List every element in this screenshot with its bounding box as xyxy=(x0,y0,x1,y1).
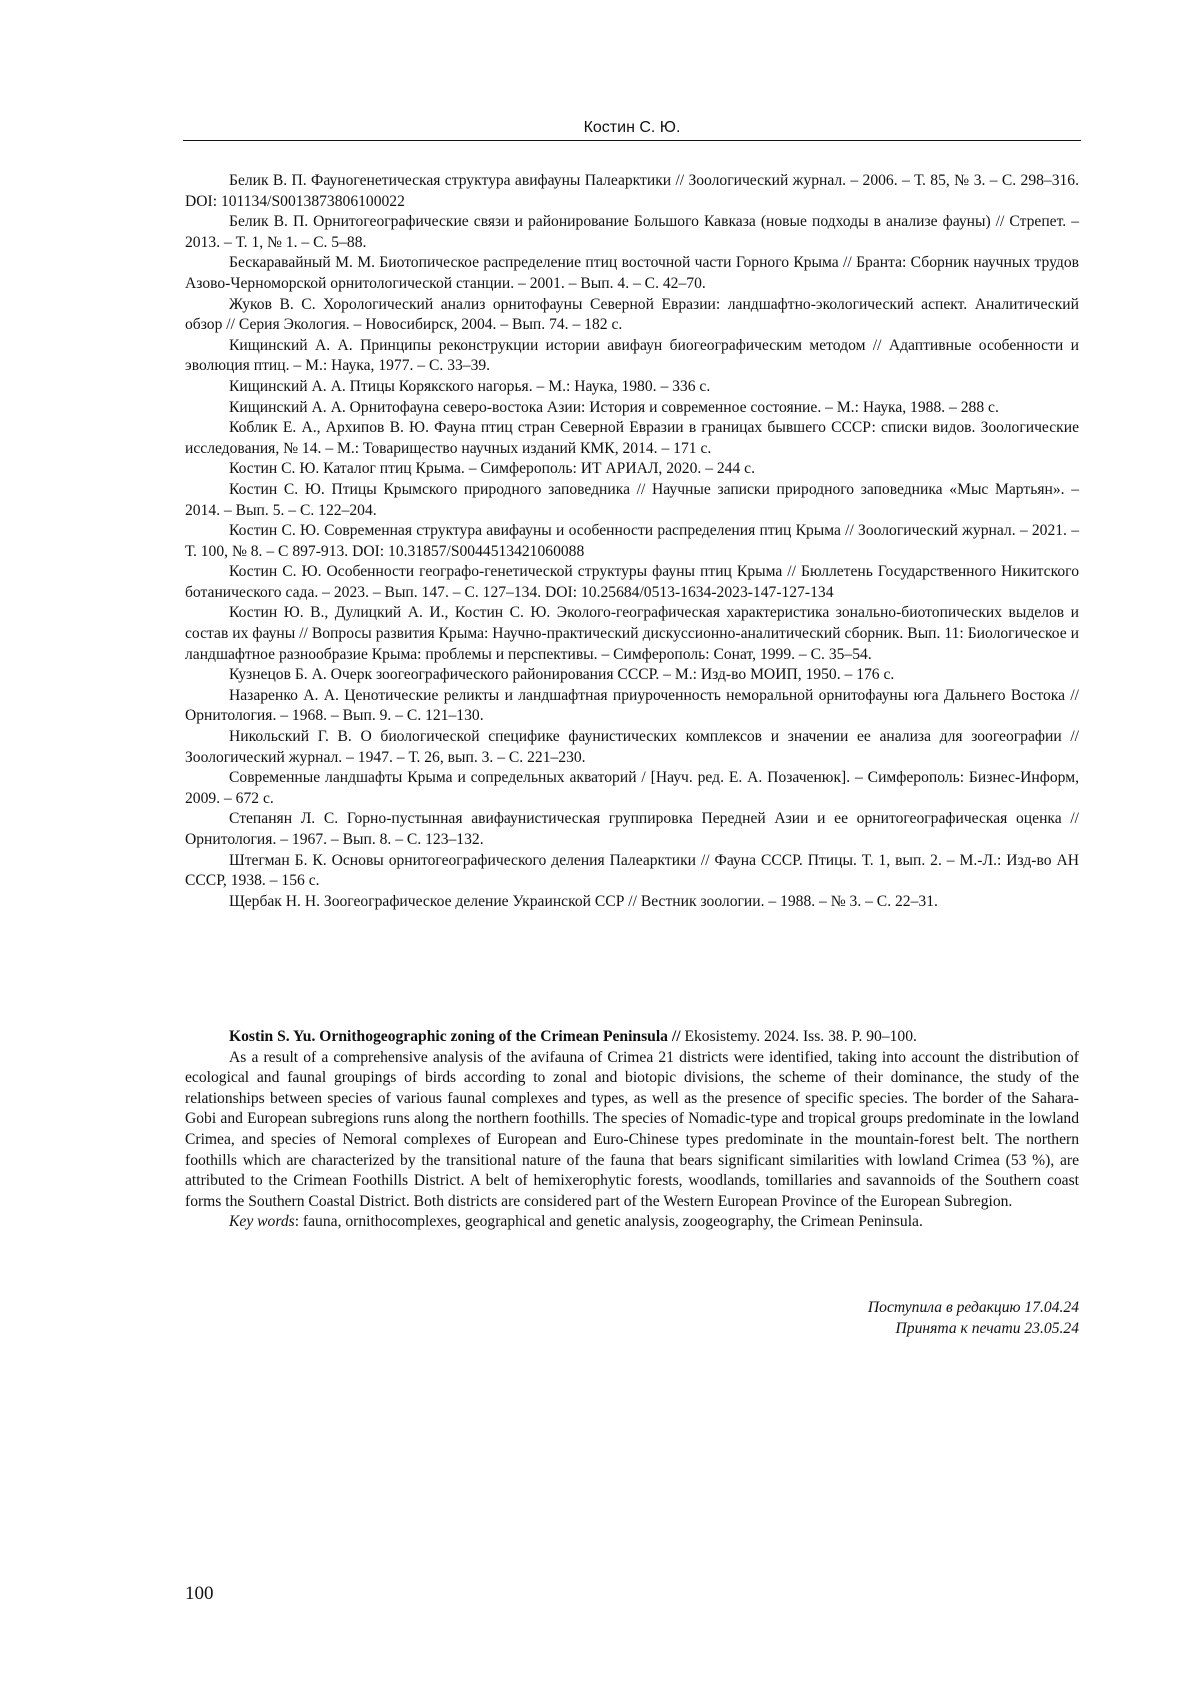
running-head: Костин С. Ю. xyxy=(583,119,681,136)
reference-item: Никольский Г. В. О биологической специфике фаунистических комплексов и значении ее анализа для зоогеографии // Зоологический журнал. – 1947. – Т. 26, вып. 3. – С. 221–230. xyxy=(185,728,1079,766)
reference-item: Кищинский А. А. Птицы Корякского нагорья. – М.: Наука, 1980. – 336 с. xyxy=(229,377,711,395)
reference-item: Бескаравайный М. М. Биотопическое распределение птиц восточной части Горного Крыма // Бранта: Сборник научных трудов Азово-Черноморской орнитологической станции. – 2001. – Вып. 4. – С. 42–70. xyxy=(185,254,1079,292)
abstract-title: Kostin S. Yu. Ornithogeographic zoning of the Crimean Peninsula // xyxy=(229,1028,681,1045)
reference-item: Костин С. Ю. Каталог птиц Крыма. – Симферополь: ИТ АРИАЛ, 2020. – 244 с. xyxy=(229,460,755,478)
reference-item: Костин С. Ю. Особенности географо-генетической структуры фауны птиц Крыма // Бюллетень Государственного Никитского ботанического сада. – 2023. – Вып. 147. – С. 127–134. DOI: 10.25684/0513-1634-2023-147-127-134 xyxy=(185,563,1079,601)
submission-dates xyxy=(868,1298,1079,1339)
abstract-citation: Ekosistemy. 2024. Iss. 38. P. 90–100. xyxy=(680,1028,917,1045)
reference-item: Кузнецов Б. А. Очерк зоогеографического районирования СССР. – М.: Изд-во МОИП, 1950. – 176 с. xyxy=(229,666,895,684)
reference-item: Костин С. Ю. Современная структура авифауны и особенности распределения птиц Крыма // Зоологический журнал. – 2021. – Т. 100, № 8. – С 897-913. DOI: 10.31857/S0044513421060088 xyxy=(185,522,1079,560)
reference-item: Белик В. П. Орнитогеографические связи и районирование Большого Кавказа (новые подходы в анализе фауны) // Стрепет. – 2013. – Т. 1, № 1. – С. 5–88. xyxy=(185,213,1079,251)
reference-item: Степанян Л. С. Горно-пустынная авифаунистическая группировка Передней Азии и ее орнитогеографическая оценка // Орнитология. – 1967. – Вып. 8. – С. 123–132. xyxy=(185,810,1079,848)
reference-item: Кищинский А. А. Принципы реконструкции истории авифаун биогеографическим методом // Адаптивные особенности и эволюция птиц. – М.: Наука, 1977. – С. 33–39. xyxy=(185,336,1079,375)
reference-item: Кищинский А. А. Орнитофауна северо-востока Азии: История и современное состояние. – М.: Наука, 1988. – 288 с. xyxy=(229,398,999,416)
reference-item: Коблик Е. А., Архипов В. Ю. Фауна птиц стран Северной Евразии в границах бывшего СССР: списки видов. Зоологические исследования, № 14. – М.: Товарищество научных изданий КМК, 2014. – 171 с. xyxy=(185,419,1079,457)
reference-item: Современные ландшафты Крыма и сопредельных акваторий / [Науч. ред. Е. А. Позаченюк]. – Симферополь: Бизнес-Информ, 2009. – 672 с. xyxy=(185,769,1079,807)
abstract-body: As a result of a comprehensive analysis of the avifauna of Crimea 21 districts were identified, taking into account the distribution of ecological and faunal groupings of birds according to zonal and biotopic divisions, the scheme of their dominance, the study of the relationships between species of various faunal complexes and types, as well as the presence of specific species. The border of the Sahara-Gobi and European subregions runs along the northern foothills. The species of Nomadic-type and tropical groups predominate in the lowland Crimea, and species of Nemoral complexes of European and Euro-Chinese types predominate in the mountain-forest belt. The northern foothills which are characterized by the transitional nature of the fauna that bears significant similarities with lowland Crimea (53 %), are attributed to the Crimean Foothills District. A belt of hemixerophytic forests, woodlands, tomillaries and savannoids of the Southern coast forms the Southern Coastal District. Both districts are considered part of the Western European Province of the European Subregion. xyxy=(185,1048,1079,1210)
received-date: Поступила в редакцию 17.04.24 xyxy=(867,1299,1079,1316)
keywords-text: : fauna, ornithocomplexes, geographical and genetic analysis, zoogeography, the Crimean Peninsula. xyxy=(294,1213,923,1231)
reference-item: Щербак Н. Н. Зоогеографическое деление Украинской ССР // Вестник зоологии. – 1988. – № 3. – С. 22–31. xyxy=(229,892,938,910)
abstract-heading xyxy=(185,1027,1079,1048)
reference-item: Костин Ю. В., Дулицкий А. И., Костин С. Ю. Эколого-географическая характеристика зонально-биотопических выделов и состав их фауны // Вопросы развития Крыма: Научно-практический дискуссионно-аналитический сборник. Вып. 11: Биологическое и ландшафтное разнообразие Крыма: проблемы и перспективы. – Симферополь: Сонат, 1999. – С. 35–54. xyxy=(185,604,1079,663)
reference-list xyxy=(185,171,1079,912)
reference-item: Костин С. Ю. Птицы Крымского природного заповедника // Научные записки природного заповедника «Мыс Мартьян». – 2014. – Вып. 5. – С. 122–204. xyxy=(185,480,1079,519)
accepted-date: Принята к печати 23.05.24 xyxy=(895,1319,1079,1337)
keywords-label: Key words xyxy=(229,1213,295,1231)
reference-item: Белик В. П. Фауногенетическая структура авифауны Палеарктики // Зоологический журнал. – 2006. – Т. 85, № 3. – С. 298–316. DOI: 101134/S0013873806100022 xyxy=(185,172,1079,210)
abstract-keywords xyxy=(185,1212,1079,1233)
reference-item: Штегман Б. К. Основы орнитогеографического деления Палеарктики // Фауна СССР. Птицы. Т. 1, вып. 2. – М.-Л.: Изд-во АН СССР, 1938. – 156 с. xyxy=(185,851,1079,890)
reference-item: Жуков В. С. Хорологический анализ орнитофауны Северной Евразии: ландшафтно-экологический аспект. Аналитический обзор // Серия Экология. – Новосибирск, 2004. – Вып. 74. – 182 с. xyxy=(185,295,1079,334)
english-abstract xyxy=(185,1027,1079,1233)
page-number: 100 xyxy=(185,1583,214,1604)
header-rule xyxy=(183,140,1081,141)
reference-item: Назаренко А. А. Ценотические реликты и ландшафтная приуроченность неморальной орнитофауны юга Дальнего Востока // Орнитология. – 1968. – Вып. 9. – С. 121–130. xyxy=(185,686,1079,725)
